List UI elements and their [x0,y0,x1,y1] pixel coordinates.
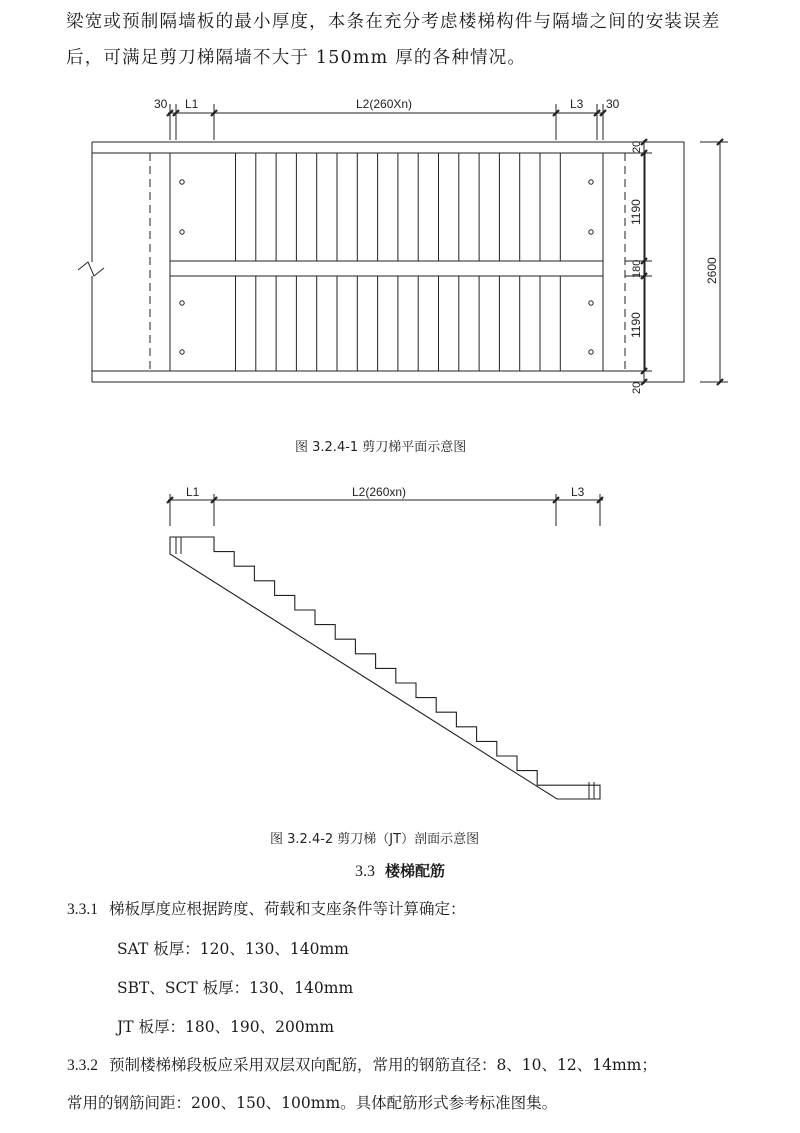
plan-dim-20-bottom: 20 [631,381,643,394]
clause-332-line-1: 预制楼梯梯段板应采用双层双向配筋，常用的钢筋直径：8、10、12、14mm； [108,1056,657,1074]
clause-332-number: 3.3.2 [67,1057,98,1074]
stair-plan-drawing [0,86,800,416]
plan-caption: 图 3.2.4-1 剪刀梯平面示意图 [295,440,467,455]
plan-dim-1190-bottom: 1190 [629,312,643,338]
plan-dim-2600: 2600 [705,257,719,284]
clause-331-item-2: SBT、SCT 板厚：130、140mm [117,979,354,997]
section-dim-l2: L2(260xn) [352,485,407,499]
intro-line-1: 梁宽或预制隔墙板的最小厚度，本条在充分考虑楼梯构件与隔墙之间的安装误差 [66,12,721,32]
clause-332-line-2: 常用的钢筋间距：200、150、100mm。具体配筋形式参考标准图集。 [67,1094,558,1112]
plan-dim-l3: L3 [570,97,584,111]
section-heading [0,860,800,881]
section-dim-l3: L3 [571,485,585,499]
plan-dim-20-top: 20 [631,140,643,153]
plan-dim-l2: L2(260Xn) [356,97,413,111]
plan-dim-l1: L1 [185,97,199,111]
plan-dim-30-left: 30 [154,97,168,111]
intro-paragraph [66,4,766,76]
clause-331-number: 3.3.1 [67,901,98,918]
clause-331-item-1: SAT 板厚：120、130、140mm [117,940,349,958]
clause-332 [67,1053,657,1075]
plan-dim-30-right: 30 [606,97,620,111]
heading-title: 楼梯配筋 [384,862,445,880]
plan-dim-1190-top: 1190 [629,199,643,225]
heading-number: 3.3 [354,863,375,880]
plan-dim-180: 180 [631,259,643,278]
clause-331-item-3: JT 板厚：180、190、200mm [117,1018,335,1036]
stair-section-drawing [0,476,800,816]
clause-331-text: 梯板厚度应根据跨度、荷载和支座条件等计算确定： [108,900,466,918]
section-dim-l1: L1 [186,485,200,499]
clause-331 [67,897,465,919]
intro-line-2: 后，可满足剪刀梯隔墙不大于 150mm 厚的各种情况。 [66,48,527,68]
section-caption: 图 3.2.4-2 剪刀梯（JT）剖面示意图 [270,832,480,847]
